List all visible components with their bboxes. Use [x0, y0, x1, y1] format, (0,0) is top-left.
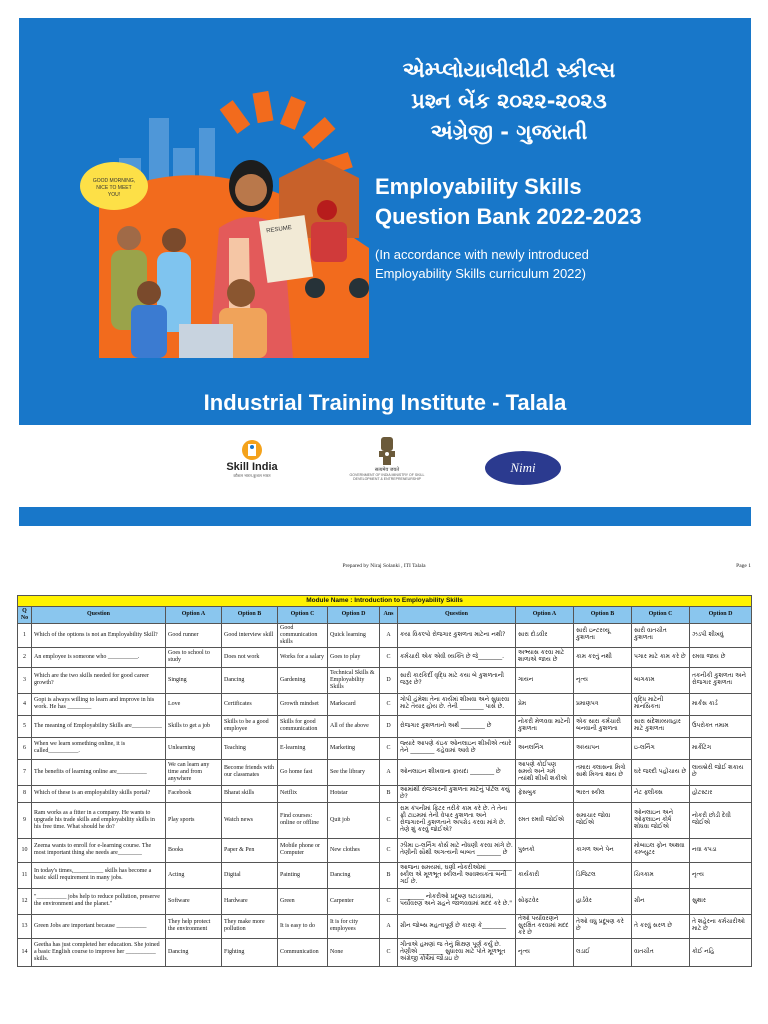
table-cell: હોટસ્ટાર — [690, 785, 752, 802]
prepared-by: Prepared by Niraj Solanki , ITI Talala — [342, 563, 426, 569]
module-name: Module Name : Introduction to Employability Skills — [18, 596, 752, 607]
table-row — [18, 667, 752, 693]
table-cell: Goes to play — [328, 647, 380, 667]
table-cell: રમત રમવી જોઈએ — [516, 802, 574, 838]
table-cell: Which of these is an employability skills portal? — [32, 785, 166, 802]
table-cell: સારી કારકિર્દી વૃદ્ધિ માટે કયા બે કુશળતાની જરૂર છે? — [398, 667, 516, 693]
table-cell: Find courses: online or offline — [278, 802, 328, 838]
skill-india-icon — [241, 439, 263, 461]
table-cell: સારા સંદેશાવ્યવહાર માટે કુશળતા — [632, 715, 690, 737]
table-cell: લડાઈ — [574, 938, 632, 966]
cover-banner — [19, 18, 751, 425]
table-cell: તે શહેરના કર્મચારીઓ માટે છે — [690, 914, 752, 938]
question-bank-table — [17, 595, 751, 967]
table-cell: C — [380, 802, 398, 838]
table-cell: When we learn something online, it is called__________. — [32, 737, 166, 759]
table-cell: Green — [278, 888, 328, 914]
table-cell: B — [380, 862, 398, 888]
table-cell: D — [380, 667, 398, 693]
table-cell: નોકરી મેળવવા માટેની કુશળતા — [516, 715, 574, 737]
table-cell: 13 — [18, 914, 32, 938]
table-cell: Does not work — [222, 647, 278, 667]
table-cell: C — [380, 647, 398, 667]
table-cell: વૃદ્ધિ માટેની માનસિકતા — [632, 693, 690, 715]
table-cell: C — [380, 938, 398, 966]
table-cell: Hotstar — [328, 785, 380, 802]
table-cell: સુથાર — [690, 888, 752, 914]
institute-name: Industrial Training Institute - Talala — [203, 390, 567, 415]
table-cell: Become friends with our classmates — [222, 759, 278, 785]
table-cell: Good interview skill — [222, 623, 278, 647]
table-row — [18, 647, 752, 667]
table-cell: ઇ-લર્નિંગ — [632, 737, 690, 759]
table-cell: An employee is someone who __________. — [32, 647, 166, 667]
table-cell: Dancing — [328, 862, 380, 888]
table-cell: ગોપી હંમેશા તેના કાર્યમાં શીખવા અને સુધારવા માટે તૈયાર હોય છે. તેની ________ પાસે છે. — [398, 693, 516, 715]
page-number: Page 1 — [736, 563, 751, 569]
column-header: Option C — [278, 607, 328, 624]
column-header: Option A — [166, 607, 222, 624]
table-cell: ગ્રીન — [632, 888, 690, 914]
table-cell: Green Jobs are important because __________ — [32, 914, 166, 938]
table-cell: માર્કેટિંગ — [690, 737, 752, 759]
table-row — [18, 785, 752, 802]
table-cell: Singing — [166, 667, 222, 693]
table-row — [18, 759, 752, 785]
table-cell: ગ્રીન જોબ્સ મહત્વપૂર્ણ છે કારણ કે________ — [398, 914, 516, 938]
table-cell: કાર્યકારી — [516, 862, 574, 888]
table-header-row — [18, 607, 752, 624]
table-cell: Markscard — [328, 693, 380, 715]
table-cell: સારી વાતચીત કુશળતા — [632, 623, 690, 647]
table-row — [18, 715, 752, 737]
table-cell: Certificates — [222, 693, 278, 715]
table-cell: બાગકામ — [632, 667, 690, 693]
table-cell: A — [380, 914, 398, 938]
table-cell: રોજગાર કુશળતાનો અર્થ ________ છે — [398, 715, 516, 737]
table-cell: 1 — [18, 623, 32, 647]
cover-page — [19, 18, 751, 526]
table-cell: Dancing — [222, 667, 278, 693]
table-row — [18, 737, 752, 759]
table-cell: રમવા જાય છે — [690, 647, 752, 667]
table-cell: તેઓ વધુ પ્રદૂષણ કરે છે — [574, 914, 632, 938]
table-cell: ઝડપી શીખવું — [690, 623, 752, 647]
table-cell: કામ કરતું નથી — [574, 647, 632, 667]
table-cell: સારી ઇન્ટરવ્યૂ કુશળતા — [574, 623, 632, 647]
table-cell: સોફ્ટવેર — [516, 888, 574, 914]
nimi-logo: Nimi — [485, 451, 561, 485]
table-row — [18, 693, 752, 715]
table-cell: નૃત્ય — [516, 938, 574, 966]
table-cell: અધ્યાપન — [574, 737, 632, 759]
table-cell: કયા વિકલ્પો રોજગાર કુશળતા માટેના નથી? — [398, 623, 516, 647]
table-cell: નૃત્ય — [690, 862, 752, 888]
table-cell: અનલર્નિંગ — [516, 737, 574, 759]
table-cell: Software — [166, 888, 222, 914]
logo-strip — [19, 425, 751, 507]
table-cell: Quit job — [328, 802, 380, 838]
table-row — [18, 623, 752, 647]
table-cell: નોકરી છોડી દેવી જોઈએ — [690, 802, 752, 838]
table-row — [18, 862, 752, 888]
table-cell: E-learning — [278, 737, 328, 759]
table-row — [18, 802, 752, 838]
table-cell: ભારત સ્કીલ — [574, 785, 632, 802]
gujarati-title-line-2: પ્રશ્ન બેંક ૨૦૨૨-૨૦૨૩ — [411, 89, 607, 113]
table-cell: 11 — [18, 862, 32, 888]
table-cell: Unlearning — [166, 737, 222, 759]
table-cell: નવા કપડા — [690, 838, 752, 862]
table-cell: મોબાઇલ ફોન અથવા કમ્પ્યુટર — [632, 838, 690, 862]
table-cell: Geetha has just completed her education. She joined a basic English course to improve her __________ skills. — [32, 938, 166, 966]
table-cell: 10 — [18, 838, 32, 862]
svg-text:RESUME: RESUME — [265, 225, 293, 235]
table-cell: રામ કંપનીમાં ફિટર તરીકે કામ કરે છે. તે તેના ફ્રી ટાઇમમાં તેની વેપાર કુશળતા અને રોજગારની કુશળતાને અપગ્રેડ કરવા માંગે છે. તેણે શું કરવું જોઈએ? — [398, 802, 516, 838]
table-cell: Paper & Pen — [222, 838, 278, 862]
table-cell: 8 — [18, 785, 32, 802]
table-cell: Dancing — [166, 938, 222, 966]
table-row — [18, 914, 752, 938]
cover-bottom-strip — [19, 507, 751, 526]
table-row — [18, 938, 752, 966]
table-cell: "__________ jobs help to reduce pollution, preserve the environment and the planet." — [32, 888, 166, 914]
table-cell: Fighting — [222, 938, 278, 966]
table-cell: તે કરવું સરળ છે — [632, 914, 690, 938]
table-cell: Skills for good communication — [278, 715, 328, 737]
table-cell: Mobile phone or Computer — [278, 838, 328, 862]
table-cell: ઉપરોક્ત તમામ — [690, 715, 752, 737]
table-cell: આજના સમયમાં, ઘણી નોકરીઓમાં ________ સ્કીલ એ મૂળભૂત સ્કીલની આવશ્યકતા બની ગઈ છે. — [398, 862, 516, 888]
table-cell: Good communication skills — [278, 623, 328, 647]
table-cell: પ્રેમ — [516, 693, 574, 715]
table-cell: See the library — [328, 759, 380, 785]
table-cell: કાગળ અને પેન — [574, 838, 632, 862]
table-cell: We can learn any time and from anywhere — [166, 759, 222, 785]
ashoka-emblem-icon — [375, 435, 399, 467]
speech-bubble-text: GOOD MORNING, — [92, 178, 136, 184]
table-cell: આપણે કોઈપણ સમયે અને ગમે ત્યાંથી શીખી શકીએ — [516, 759, 574, 785]
table-cell: નેટ ફ્લીક્સ — [632, 785, 690, 802]
table-cell: It is easy to do — [278, 914, 328, 938]
table-cell: સમાચાર જોવા જોઈએ — [574, 802, 632, 838]
table-cell: Quick learning — [328, 623, 380, 647]
table-cell: એક સારા કર્મચારી બનવાની કુશળતા — [574, 715, 632, 737]
english-title-line-1: Employability Skills — [375, 174, 582, 199]
table-cell: 12 — [18, 888, 32, 914]
table-cell: ઝીમા ઇ-લર્નિંગ કોર્સ માટે નોંધણી કરવા માંગે છે. તેણીની સૌથી અગત્યની બાબત ________ છે — [398, 838, 516, 862]
gujarati-title-line-3: અંગ્રેજી - ગુજરાતી — [430, 120, 588, 144]
table-cell: કર્મચારી એક એવી વ્યક્તિ છે જે________. — [398, 647, 516, 667]
table-cell: જ્યારે આપણે કંઇક ઓનલાઇન શીખીએ ત્યારે તેને ________ કહેવામાં આવે છે — [398, 737, 516, 759]
table-cell: Good runner — [166, 623, 222, 647]
table-cell: They help protect the environment — [166, 914, 222, 938]
table-cell: Painting — [278, 862, 328, 888]
table-cell: Hardware — [222, 888, 278, 914]
gujarati-title-line-1: એમ્પ્લોયાબીલીટી સ્કીલ્સ — [402, 58, 616, 82]
column-header: Option A — [516, 607, 574, 624]
table-cell: Carpenter — [328, 888, 380, 914]
table-cell: D — [380, 715, 398, 737]
table-cell: Gopi is always willing to learn and improve in his work. He has ________ — [32, 693, 166, 715]
table-row — [18, 838, 752, 862]
table-cell: C — [380, 693, 398, 715]
table-cell: The meaning of Employability Skills are__________ — [32, 715, 166, 737]
people-illustration — [79, 88, 379, 368]
table-cell: Which are the two skills needed for good career growth? — [32, 667, 166, 693]
column-header: Q No — [18, 607, 32, 624]
table-cell: A — [380, 759, 398, 785]
column-header: Question — [398, 607, 516, 624]
svg-text:YOU!: YOU! — [107, 192, 121, 198]
table-cell: It is for city employees — [328, 914, 380, 938]
table-cell: C — [380, 838, 398, 862]
table-cell: None — [328, 938, 380, 966]
table-cell: Skills to be a good employee — [222, 715, 278, 737]
table-cell: They make more pollution — [222, 914, 278, 938]
svg-text:NICE TO MEET: NICE TO MEET — [96, 185, 132, 191]
table-cell: Goes to school to study — [166, 647, 222, 667]
table-cell: ઓનલાઇન શીખવાના ફાયદા ________ છે — [398, 759, 516, 785]
table-cell: તકનીકી કુશળતા અને રોજગાર કુશળતા — [690, 667, 752, 693]
table-cell: Ram works as a fitter in a company. He wants to upgrade his trade skills and employability skills in his free time. What should he do? — [32, 802, 166, 838]
table-row — [18, 888, 752, 914]
table-cell: વાતચીત — [632, 938, 690, 966]
table-cell: Watch news — [222, 802, 278, 838]
column-header: Option C — [632, 607, 690, 624]
table-cell: In today's times,__________ skills has become a basic skill requirement in many jobs. — [32, 862, 166, 888]
table-cell: Go home fast — [278, 759, 328, 785]
table-cell: 3 — [18, 667, 32, 693]
table-cell: Bharat skills — [222, 785, 278, 802]
table-cell: આમાંથી રોજગારની કુશળતા માટેનું પોર્ટલ કયું છે? — [398, 785, 516, 802]
table-cell: Skills to get a job — [166, 715, 222, 737]
table-body — [18, 623, 752, 966]
table-cell: Technical Skills & Employability Skills — [328, 667, 380, 693]
table-cell: C — [380, 737, 398, 759]
column-header: Option B — [222, 607, 278, 624]
column-header: Question — [32, 607, 166, 624]
table-cell: Books — [166, 838, 222, 862]
table-cell: Acting — [166, 862, 222, 888]
column-header: Option D — [328, 607, 380, 624]
table-cell: Play sports — [166, 802, 222, 838]
subtitle-line-1: (In accordance with newly introduced — [375, 247, 589, 262]
table-cell: લાયબ્રેરી જોઈ શકાય છે — [690, 759, 752, 785]
table-cell: ગાયન — [516, 667, 574, 693]
table-cell: માર્કસ કાર્ડ — [690, 693, 752, 715]
table-cell: Communication — [278, 938, 328, 966]
table-cell: 9 — [18, 802, 32, 838]
table-cell: સારા દોડવીર — [516, 623, 574, 647]
table-cell: Teaching — [222, 737, 278, 759]
table-cell: Gardening — [278, 667, 328, 693]
table-cell: ઓનલાઇન અને ઓફલાઇન કોર્ષ શોધવા જોઈએ — [632, 802, 690, 838]
table-cell: 6 — [18, 737, 32, 759]
table-cell: B — [380, 785, 398, 802]
table-cell: પગાર માટે કામ કરે છે — [632, 647, 690, 667]
table-cell: Netflix — [278, 785, 328, 802]
government-emblem: सत्यमेव जयते GOVERNMENT OF INDIA MINISTRY OF SKILL DEVELOPMENT & ENTREPRENEURSHIP — [349, 435, 425, 481]
table-cell: તમારા ક્લાસના મિત્રો સાથે મિત્રતા થાય છે — [574, 759, 632, 785]
table-cell: પુસ્તકો — [516, 838, 574, 862]
subtitle-line-2: Employability Skills curriculum 2022) — [375, 266, 586, 281]
table-cell: ઘરે જલ્દી પહોંચાય છે — [632, 759, 690, 785]
table-cell: 4 — [18, 693, 32, 715]
skill-india-logo: Skill India कौशल भारत-कुशल भारत — [217, 439, 287, 479]
table-cell: A — [380, 623, 398, 647]
table-cell: ફેસબુક — [516, 785, 574, 802]
table-cell: Zeema wants to enroll for e-learning course. The most important thing she needs are________ — [32, 838, 166, 862]
table-cell: 2 — [18, 647, 32, 667]
table-cell: કોઈ નહિ — [690, 938, 752, 966]
table-cell: Facebook — [166, 785, 222, 802]
table-cell: Works for a salary — [278, 647, 328, 667]
table-cell: નૃત્ય — [574, 667, 632, 693]
table-cell: તેઓ પર્યાવરણને સુરક્ષિત કરવામાં મદદ કરે છે — [516, 914, 574, 938]
table-cell: ________ નોકરીઓ પ્રદૂષણ ઘટાડવામાં, પર્યાવરણ અને ગ્રહને જાળવવામાં મદદ કરે છે." — [398, 888, 516, 914]
table-cell: ગીતાએ હમણાં જ તેનું શિક્ષણ પૂર્ણ કર્યું છે. તેણીએ ________ સુધારવા માટે પોતે મૂળભૂત અંગ્રેજી કોર્ષમાં જોડાઇ છે — [398, 938, 516, 966]
table-cell: The benefits of learning online are__________ — [32, 759, 166, 785]
table-cell: C — [380, 888, 398, 914]
table-cell: Love — [166, 693, 222, 715]
table-cell: ચિત્રકામ — [632, 862, 690, 888]
table-cell: Marketing — [328, 737, 380, 759]
table-cell: ડિજિટલ — [574, 862, 632, 888]
table-cell: Which of the options is not an Employability Skill? — [32, 623, 166, 647]
table-cell: પ્રમાણપત્ર — [574, 693, 632, 715]
table-cell: Digital — [222, 862, 278, 888]
table-cell: 5 — [18, 715, 32, 737]
table-cell: 7 — [18, 759, 32, 785]
column-header: Option B — [574, 607, 632, 624]
table-cell: Growth mindset — [278, 693, 328, 715]
english-title-line-2: Question Bank 2022-2023 — [375, 204, 642, 229]
table-cell: All of the above — [328, 715, 380, 737]
table-cell: અભ્યાસ કરવા માટે શાળાએ જાય છે — [516, 647, 574, 667]
table-cell: હાર્ડવેર — [574, 888, 632, 914]
table-cell: 14 — [18, 938, 32, 966]
column-header: Ans — [380, 607, 398, 624]
table-cell: New clothes — [328, 838, 380, 862]
column-header: Option D — [690, 607, 752, 624]
